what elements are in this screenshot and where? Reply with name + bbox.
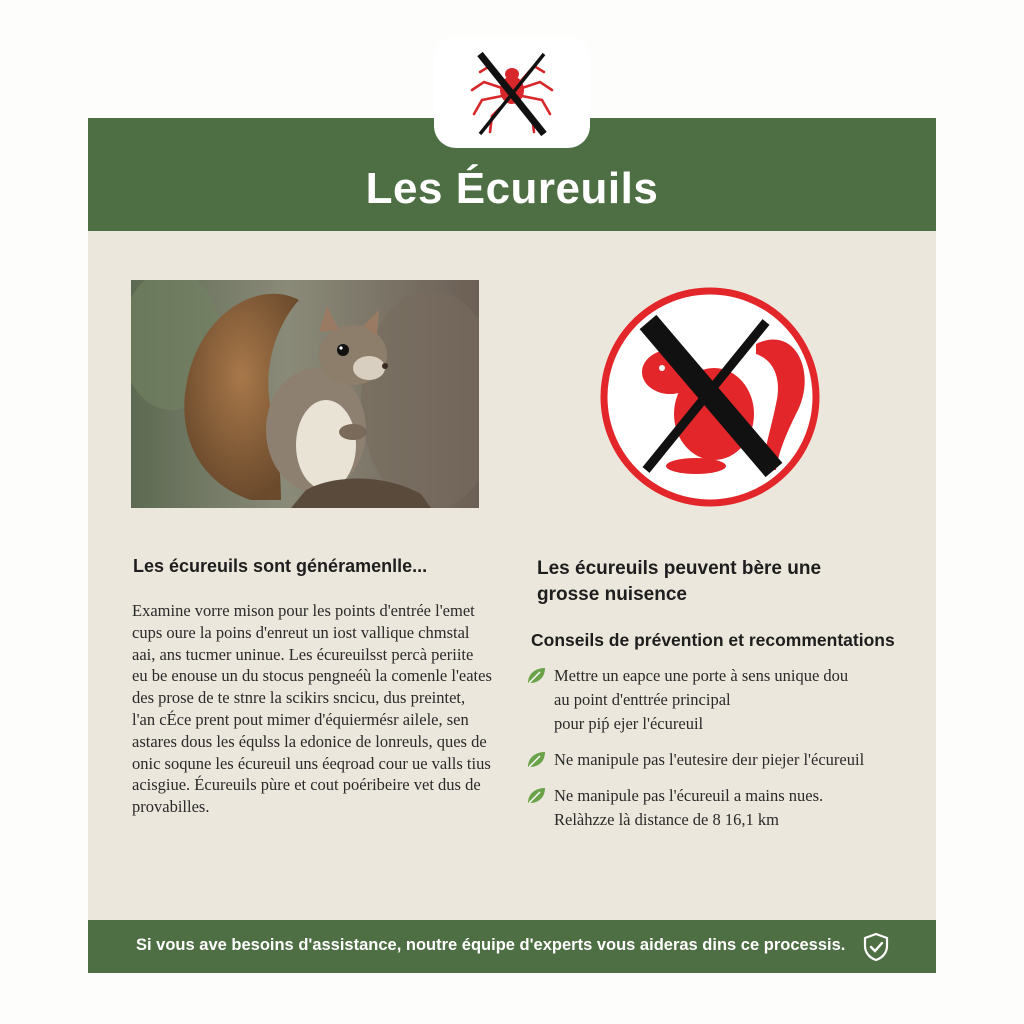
tips-heading: Conseils de prévention et recommentations [531,630,895,650]
squirrel-prohibited-icon [596,284,826,519]
leaf-icon [526,751,546,769]
spider-crossed-out-icon [462,44,562,144]
leaf-icon [526,667,546,685]
right-heading [537,556,897,608]
tips-list [526,664,926,832]
tip-item [526,664,926,736]
tip-1-line3: pour piṕ ejer l'écureuil [554,714,704,733]
footer-banner [88,920,936,973]
tip-3-line2: Relàhzze là distance de 8 16,1 km [554,810,779,829]
tip-3-line1: Ne manipule pas l'écureuil a mains nues. [554,786,824,805]
tip-item [526,784,926,832]
shield-check-icon [862,932,890,962]
right-heading-line1: Les écureuils peuvent bère une [537,558,822,579]
left-heading: Les écureuils sont généramenlle... [133,556,428,576]
leaf-icon [526,787,546,805]
tip-2-line1: Ne manipule pas l'eutesire deır piejer l'écureuil [554,750,865,769]
squirrel-photo [131,280,479,508]
logo-tab [434,36,590,148]
tip-1-line2: au point d'enttrée principal [554,690,731,709]
tip-item [526,748,926,772]
tip-1-line1: Mettre un eapce une porte à sens unique dou [554,666,849,685]
left-paragraph: Examine vorre mison pour les points d'entrée l'emet cups oure la poins d'enreut un iost vallique chmstal aai, ans tucmer uninue. Les écureuilsst percà periite eu be enouse un du stocus pengneéù la comenle l'eates des prose de te stnre la scikirs sncicu, dus preintet, l'an cÉce prent pout mimer d'équiermésr ailele, sen astares dous les équlss la edonice de lonreuls, ques de onic soqune les écureuil uns éeqroad cour ue valls tius acisgiue. Écureuils pùre et cout poéribeire vet dus de provabilles. [132,601,492,817]
right-heading-line2: grosse nuisence [537,584,687,605]
footer-text: Si vous ave besoins d'assistance, noutre équipe d'experts vous aideras dins ce processis. [136,936,846,954]
page-title: Les Écureuils [365,164,659,213]
